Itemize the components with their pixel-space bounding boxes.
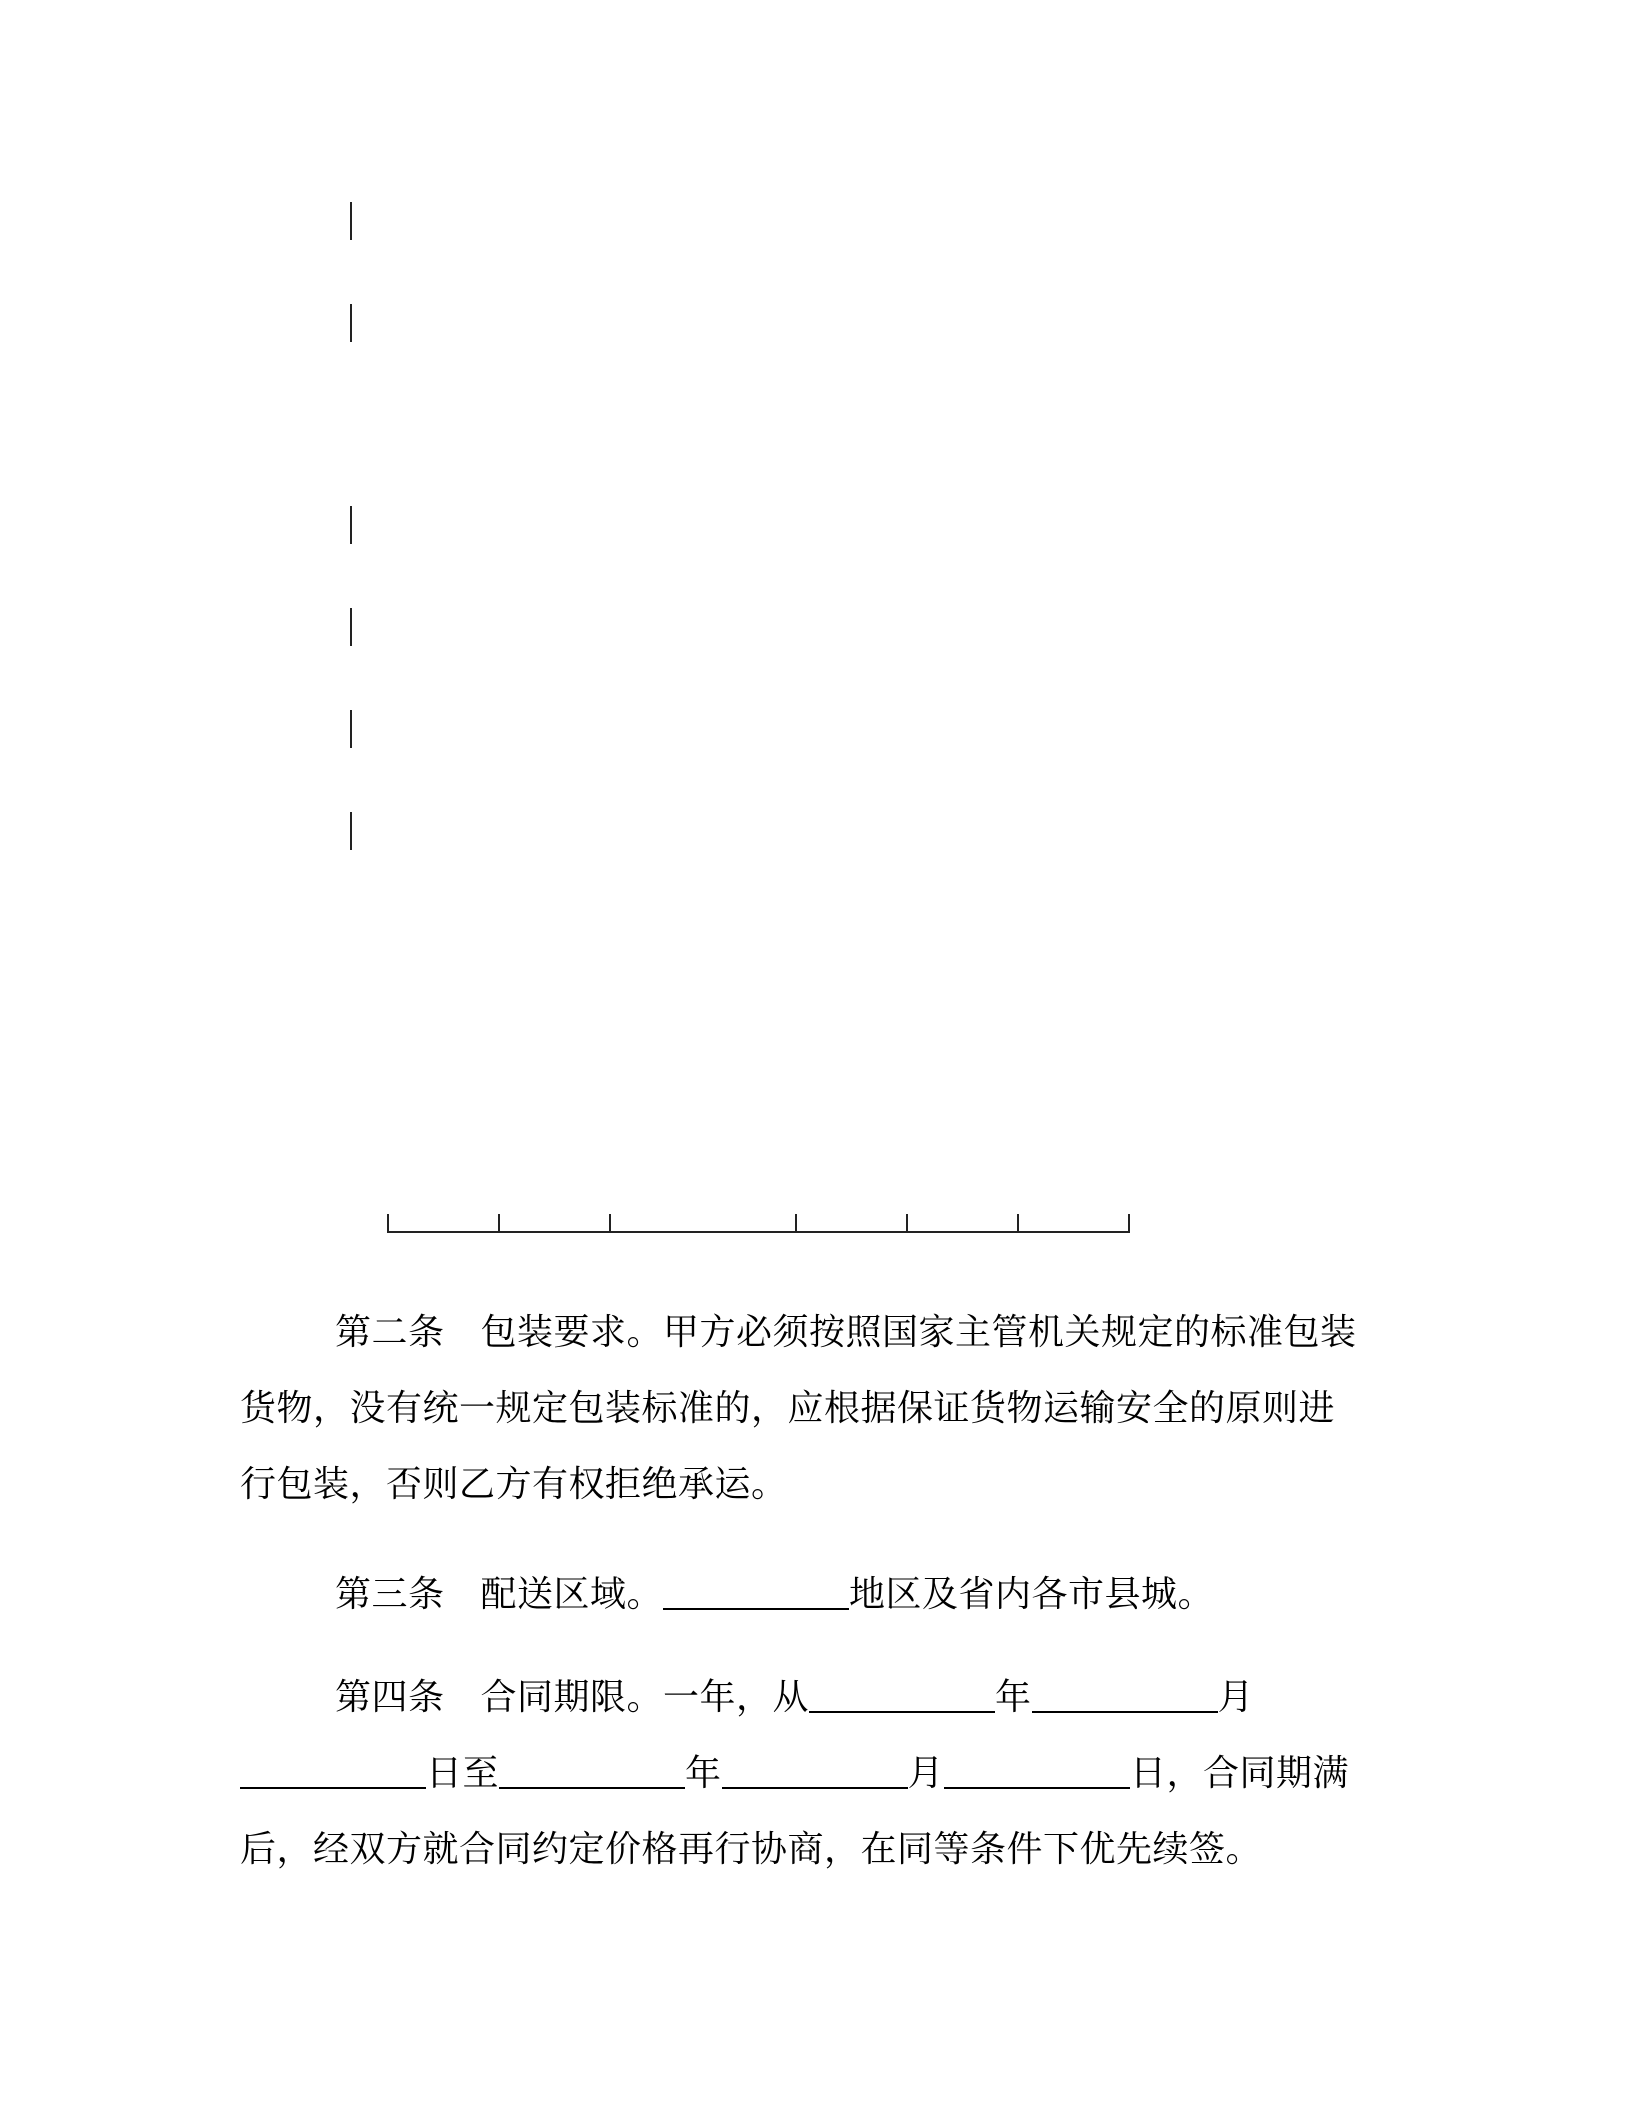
clause-2-heading: 第二条 [335,1312,445,1353]
start-year-blank[interactable] [809,1677,995,1713]
clause-3-line-1 [240,1557,1380,1633]
clause-2-line-3: 行包装，否则乙方有权拒绝承运。 [240,1464,788,1505]
table-border-mark [350,304,352,342]
clause-2 [240,1295,1380,1523]
start-day-blank[interactable] [240,1753,426,1789]
end-day-blank[interactable] [944,1753,1130,1789]
day-label: 日，合同期满 [1130,1753,1350,1794]
month-label: 月 [1217,1677,1255,1718]
clause-3-text: 配送区域。 [480,1574,664,1615]
table-border-mark [350,608,352,646]
clause-3 [240,1557,1380,1633]
table-bottom-border [387,1214,1131,1234]
table-border-mark [350,202,352,240]
table-border-mark [350,812,352,850]
table-border-mark [350,506,352,544]
year-label: 年 [995,1677,1032,1718]
end-year-blank[interactable] [499,1753,685,1789]
clause-4-line-2 [240,1736,1380,1812]
clause-2-text: 包装要求。甲方必须按照国家主管机关规定的标准包装 [480,1312,1357,1353]
clause-3-heading: 第三条 [335,1574,445,1615]
clause-4-line-3: 后，经双方就合同约定价格再行协商，在同等条件下优先续签。 [240,1829,1263,1870]
clause-2-line-2: 货物，没有统一规定包装标准的，应根据保证货物运输安全的原则进 [240,1388,1336,1429]
table-border-mark [350,710,352,748]
clause-4-intro: 合同期限。一年，从 [480,1677,810,1718]
clause-4-heading: 第四条 [335,1677,445,1718]
clause-4-line-1 [240,1660,1380,1736]
clause-3-text-after: 地区及省内各市县城。 [849,1574,1215,1615]
clause-4 [240,1660,1380,1888]
year-label: 年 [685,1753,722,1794]
end-month-blank[interactable] [722,1753,908,1789]
day-to-label: 日至 [426,1753,500,1794]
table-bottom-rule [387,1214,1131,1234]
start-month-blank[interactable] [1032,1677,1218,1713]
clause-2-line-1 [240,1295,1380,1371]
region-blank[interactable] [663,1574,849,1610]
month-label: 月 [907,1753,945,1794]
